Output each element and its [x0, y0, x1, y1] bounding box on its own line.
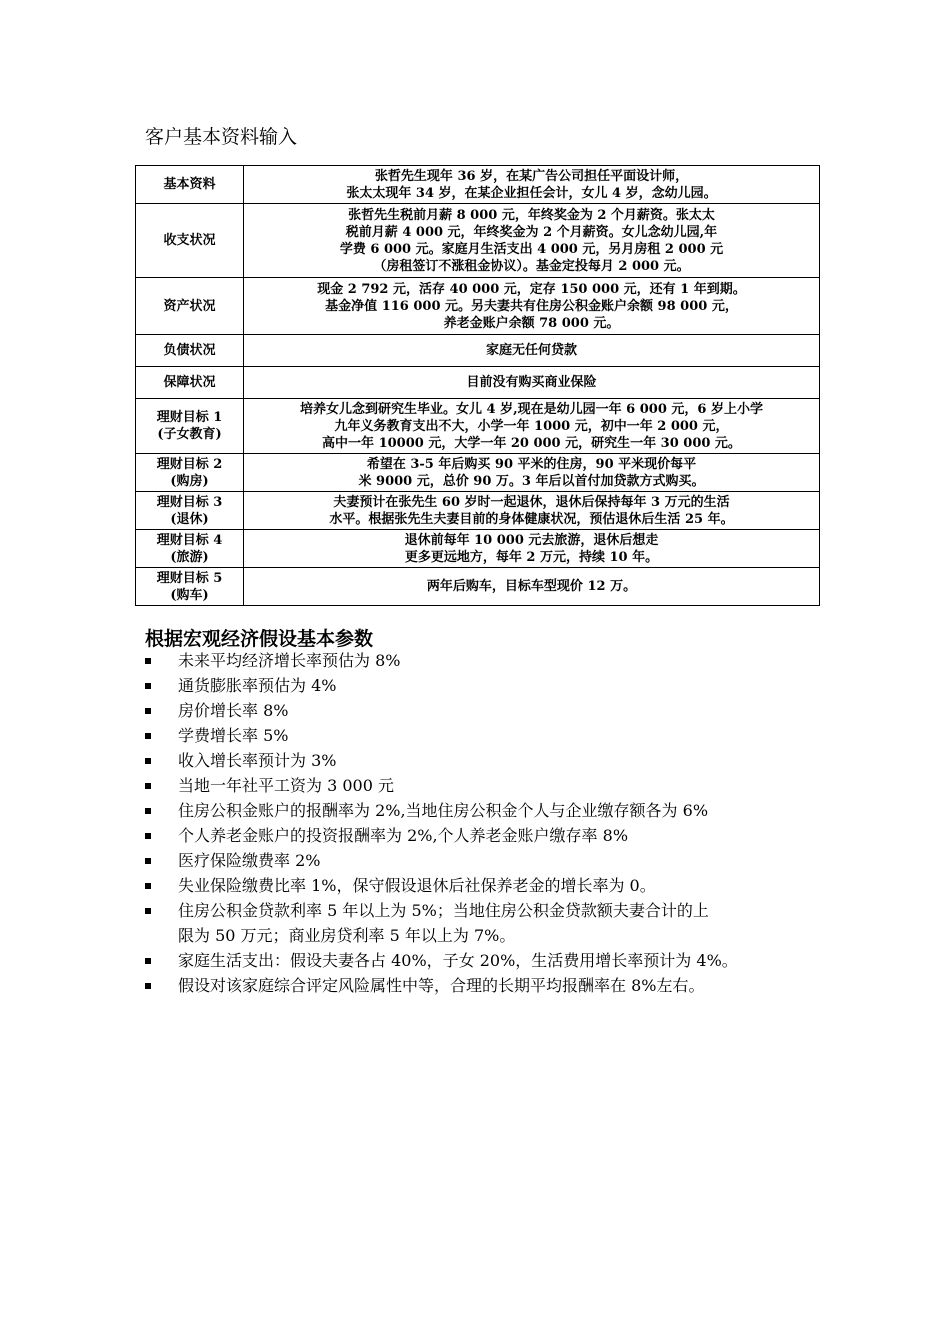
row-content-line: 九年义务教育支出不大，小学一年 1000 元，初中一年 2 000 元，	[334, 418, 729, 434]
row-label	[136, 278, 244, 335]
square-bullet-icon	[145, 983, 151, 989]
row-content-line: 现金 2 792 元，活存 40 000 元，定存 150 000 元，还有 1 年到期。	[317, 281, 746, 297]
row-content-line: 更多更远地方，每年 2 万元，持续 10 年。	[404, 549, 659, 565]
profile-row	[136, 454, 820, 492]
profile-row	[136, 166, 820, 204]
square-bullet-icon	[145, 958, 151, 964]
row-content-line: 高中一年 10000 元，大学一年 20 000 元，研究生一年 30 000 元。	[322, 435, 741, 451]
row-content-line: 培养女儿念到研究生毕业。女儿 4 岁,现在是幼儿园一年 6 000 元，6 岁上小学	[300, 401, 763, 417]
assumption-item	[145, 723, 825, 748]
row-content-line: 希望在 3-5 年后购买 90 平米的住房，90 平米现价每平	[366, 456, 697, 472]
assumption-text: 当地一年社平工资为 3 000 元	[178, 776, 394, 795]
assumption-item	[145, 948, 825, 973]
row-content-line: 张哲先生现年 36 岁，在某广告公司担任平面设计师，	[374, 168, 689, 184]
profile-row	[136, 399, 820, 454]
assumption-text: 住房公积金贷款利率 5 年以上为 5%；当地住房公积金贷款额夫妻合计的上	[178, 901, 709, 920]
square-bullet-icon	[145, 708, 151, 714]
assumption-text: 通货膨胀率预估为 4%	[178, 676, 337, 695]
assumption-text: 住房公积金账户的报酬率为 2%,当地住房公积金个人与企业缴存额各为 6%	[178, 801, 709, 820]
profile-row	[136, 204, 820, 278]
row-label	[136, 335, 244, 367]
row-label	[136, 367, 244, 399]
row-content-line: 税前月薪 4 000 元，年终奖金为 2 个月薪资。女儿念幼儿园,年	[345, 224, 718, 240]
row-label-line: 理财目标 3	[156, 494, 223, 510]
assumption-text: 个人养老金账户的投资报酬率为 2%,个人养老金账户缴存率 8%	[178, 826, 629, 845]
row-content	[244, 492, 820, 530]
assumption-item	[145, 798, 825, 823]
row-label-line: (退休)	[170, 511, 209, 527]
profile-row	[136, 492, 820, 530]
row-label-line: (购车)	[170, 587, 209, 603]
row-label-line: (子女教育)	[157, 427, 222, 442]
assumption-item	[145, 673, 825, 698]
assumption-item	[145, 648, 825, 673]
page-title: 客户基本资料输入	[145, 126, 298, 148]
square-bullet-icon	[145, 858, 151, 864]
row-label-line: 收支状况	[163, 233, 216, 248]
square-bullet-icon	[145, 658, 151, 664]
row-label	[136, 530, 244, 568]
row-content	[244, 568, 820, 606]
assumption-text: 收入增长率预计为 3%	[178, 751, 337, 770]
row-content-line: 退休前每年 10 000 元去旅游，退休后想走	[404, 532, 659, 548]
row-label	[136, 492, 244, 530]
row-label	[136, 568, 244, 606]
square-bullet-icon	[145, 783, 151, 789]
row-content-line: 目前没有购买商业保险	[466, 375, 597, 390]
assumption-list	[145, 648, 825, 998]
square-bullet-icon	[145, 683, 151, 689]
square-bullet-icon	[145, 808, 151, 814]
assumption-text: 失业保险缴费比率 1%，保守假设退休后社保养老金的增长率为 0。	[178, 876, 656, 895]
row-content	[244, 166, 820, 204]
client-profile-table	[135, 165, 820, 606]
assumption-text: 限为 50 万元；商业房贷利率 5 年以上为 7%。	[178, 926, 516, 945]
assumption-item	[145, 973, 825, 998]
assumption-text: 学费增长率 5%	[178, 726, 289, 745]
row-content	[244, 530, 820, 568]
profile-row	[136, 530, 820, 568]
row-label-line: 资产状况	[163, 298, 216, 314]
assumption-item	[145, 898, 825, 948]
row-label-line: 理财目标 4	[156, 532, 223, 548]
row-content-line: （房租签订不涨租金协议）。基金定投每月 2 000 元。	[373, 258, 690, 274]
row-content-line: 水平。根据张先生夫妻目前的身体健康状况，预估退休后生活 25 年。	[329, 511, 734, 527]
assumption-item	[145, 873, 825, 898]
profile-row	[136, 367, 820, 399]
assumption-text: 未来平均经济增长率预估为 8%	[178, 651, 401, 670]
row-content-line: 张哲先生税前月薪 8 000 元，年终奖金为 2 个月薪资。张太太	[348, 207, 715, 223]
row-content-line: 家庭无任何贷款	[485, 343, 577, 358]
assumption-text: 医疗保险缴费率 2%	[178, 851, 321, 870]
row-content-line: 养老金账户余额 78 000 元。	[443, 315, 620, 331]
assumption-item	[145, 848, 825, 873]
profile-row	[136, 568, 820, 606]
row-label	[136, 454, 244, 492]
row-content-line: 米 9000 元，总价 90 万。3 年后以首付加贷款方式购买。	[358, 473, 705, 489]
row-label-line: 保障状况	[163, 375, 216, 390]
assumption-text: 房价增长率 8%	[178, 701, 289, 720]
row-label	[136, 204, 244, 278]
square-bullet-icon	[145, 908, 151, 914]
row-label-line: (旅游)	[170, 549, 209, 565]
assumption-item	[145, 773, 825, 798]
row-content	[244, 204, 820, 278]
row-label-line: 负债状况	[163, 343, 216, 358]
row-label	[136, 399, 244, 454]
assumption-item	[145, 748, 825, 773]
row-content-line: 两年后购车，目标车型现价 12 万。	[426, 579, 637, 594]
row-content-line: 基金净值 116 000 元。另夫妻共有住房公积金账户余额 98 000 元，	[325, 298, 738, 314]
row-content	[244, 335, 820, 367]
profile-row	[136, 335, 820, 367]
row-content	[244, 367, 820, 399]
section-title: 根据宏观经济假设基本参数	[145, 628, 374, 650]
profile-row	[136, 278, 820, 335]
assumption-text: 假设对该家庭综合评定风险属性中等，合理的长期平均报酬率在 8%左右。	[178, 976, 705, 995]
assumption-item	[145, 823, 825, 848]
assumption-item	[145, 698, 825, 723]
square-bullet-icon	[145, 733, 151, 739]
row-label-line: (购房)	[170, 473, 209, 489]
row-content	[244, 399, 820, 454]
row-label	[136, 166, 244, 204]
row-label-line: 理财目标 2	[156, 456, 223, 472]
assumption-text: 家庭生活支出：假设夫妻各占 40%，子女 20%，生活费用增长率预计为 4%。	[178, 951, 738, 970]
row-content-line: 学费 6 000 元。家庭月生活支出 4 000 元，另月房租 2 000 元	[339, 241, 724, 257]
row-content-line: 张太太现年 34 岁，在某企业担任会计，女儿 4 岁，念幼儿园。	[346, 185, 717, 201]
row-label-line: 理财目标 5	[156, 570, 223, 586]
row-content-line: 夫妻预计在张先生 60 岁时一起退休，退休后保持每年 3 万元的生活	[333, 494, 730, 510]
square-bullet-icon	[145, 758, 151, 764]
row-label-line: 理财目标 1	[156, 410, 223, 425]
row-label-line: 基本资料	[163, 177, 216, 192]
row-content	[244, 278, 820, 335]
row-content	[244, 454, 820, 492]
square-bullet-icon	[145, 883, 151, 889]
square-bullet-icon	[145, 833, 151, 839]
